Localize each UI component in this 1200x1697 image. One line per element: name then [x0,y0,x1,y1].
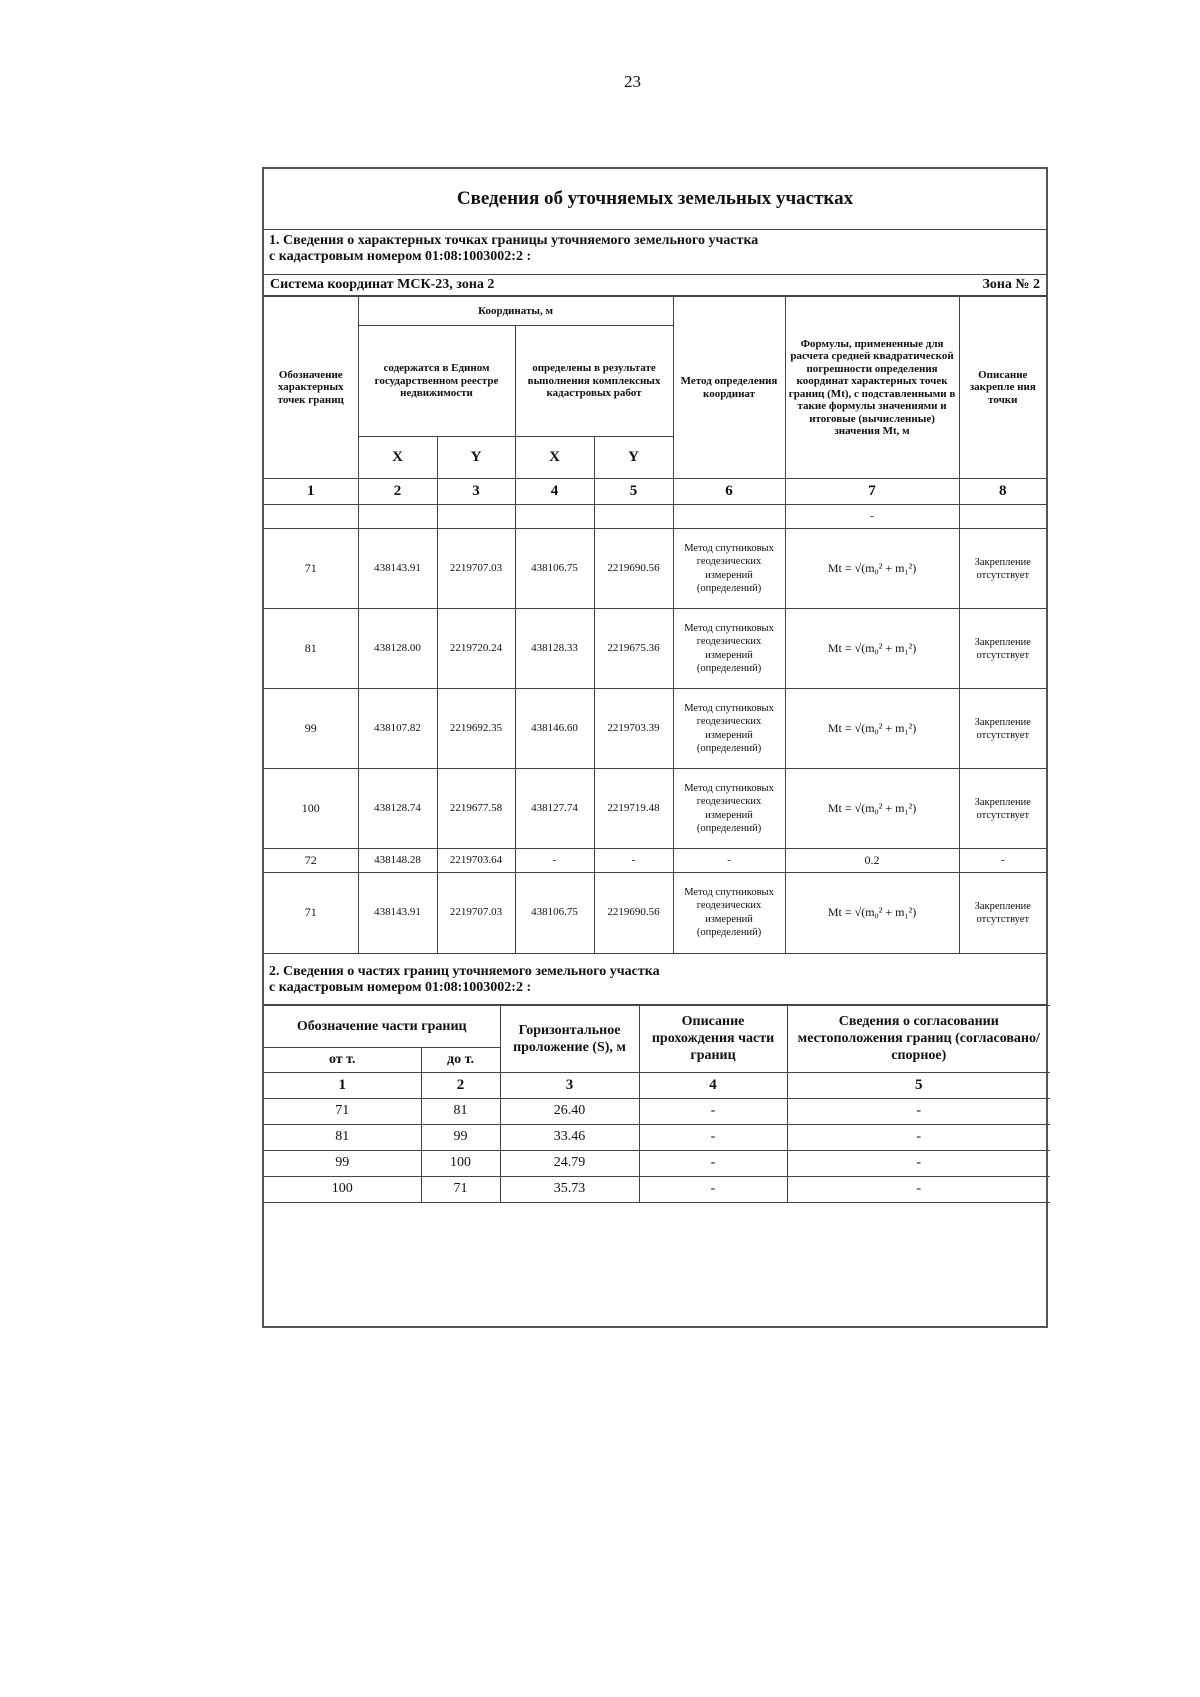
header-egrn-coordinates: содержатся в Едином государственном реестре недвижимости [358,326,515,437]
fixing: Закрепление отсутствует [959,529,1046,609]
boundary-parts-table [264,1005,1050,1203]
x-egrn: 438128.00 [358,609,437,689]
from-point: 81 [264,1124,421,1150]
header-y-egrn: Y [437,437,515,479]
y-works: 2219690.56 [594,529,673,609]
horizontal-length: 35.73 [500,1176,639,1202]
table-row [264,1150,1050,1176]
column-number: 2 [421,1072,500,1098]
from-point: 71 [264,1098,421,1124]
from-point: 99 [264,1150,421,1176]
formula: Mt = √(m₀² + m₁²) [785,609,959,689]
method: - [673,849,785,873]
header-part-description: Описание прохождения части границ [639,1005,787,1072]
header-fixing: Описание закрепле ния точки [959,297,1046,479]
x-egrn: 438143.91 [358,873,437,953]
to-point: 100 [421,1150,500,1176]
part-description: - [639,1098,787,1124]
section1-heading-line1: 1. Сведения о характерных точках границы уточняемого земельного участка [269,233,759,248]
point-id: 81 [264,609,358,689]
header-coordinates: Координаты, м [358,297,673,326]
horizontal-length: 33.46 [500,1124,639,1150]
y-egrn: 2219677.58 [437,769,515,849]
point-id: 71 [264,529,358,609]
x-egrn: 438143.91 [358,529,437,609]
x-works: 438106.75 [515,873,594,953]
table-row [264,1098,1050,1124]
table-row [264,1176,1050,1202]
section2-heading-line1: 2. Сведения о частях границ уточняемого земельного участка [269,963,660,979]
y-egrn: 2219692.35 [437,689,515,769]
section1-heading-line2: с кадастровым номером 01:08:1003002:2 : [269,249,532,264]
header-to-point: до т. [421,1047,500,1072]
to-point: 99 [421,1124,500,1150]
y-egrn: 2219707.03 [437,529,515,609]
section2-heading [264,953,1046,1005]
column-number: 1 [264,1072,421,1098]
column-number: 5 [594,479,673,505]
fixing: - [959,849,1046,873]
x-egrn: 438128.74 [358,769,437,849]
table-row [264,609,1046,689]
point-id: 99 [264,689,358,769]
header-horizontal-length: Горизонтальное проложение (S), м [500,1005,639,1072]
column-number: 3 [500,1072,639,1098]
x-egrn: 438148.28 [358,849,437,873]
column-number: 5 [787,1072,1050,1098]
y-works: 2219703.39 [594,689,673,769]
column-number: 4 [515,479,594,505]
document-frame [262,167,1048,1328]
column-numbers-row [264,1072,1050,1098]
point-id: 72 [264,849,358,873]
column-number: 1 [264,479,358,505]
header-part-designation: Обозначение части границ [264,1005,500,1047]
column-number: 3 [437,479,515,505]
table-row [264,529,1046,609]
fixing: Закрепление отсутствует [959,873,1046,953]
formula: Mt = √(m₀² + m₁²) [785,689,959,769]
table-row [264,873,1046,953]
horizontal-length: 24.79 [500,1150,639,1176]
formula: Mt = √(m₀² + m₁²) [785,769,959,849]
x-works: - [515,849,594,873]
empty-row [264,505,1046,529]
zone-label: Зона № 2 [982,277,1040,292]
y-egrn: 2219720.24 [437,609,515,689]
header-formula: Формулы, примененные для расчета средней квадратической погрешности определения координат характерных точек границ (Mt), с подставленными в такие формулы значениями и итоговые (вычисленные) значения Mt, м [785,297,959,479]
page-number: 23 [624,72,641,91]
empty-row-dash: - [785,505,959,529]
fixing: Закрепление отсутствует [959,609,1046,689]
horizontal-length: 26.40 [500,1098,639,1124]
column-number: 7 [785,479,959,505]
to-point: 71 [421,1176,500,1202]
fixing: Закрепление отсутствует [959,769,1046,849]
agreement: - [787,1150,1050,1176]
formula: 0.2 [785,849,959,873]
header-from-point: от т. [264,1047,421,1072]
header-y-works: Y [594,437,673,479]
table-row [264,769,1046,849]
x-works: 438146.60 [515,689,594,769]
column-number: 2 [358,479,437,505]
header-method: Метод определения координат [673,297,785,479]
to-point: 81 [421,1098,500,1124]
fixing: Закрепление отсутствует [959,689,1046,769]
y-egrn: 2219707.03 [437,873,515,953]
x-egrn: 438107.82 [358,689,437,769]
formula: Mt = √(m₀² + m₁²) [785,529,959,609]
header-works-coordinates: определены в результате выполнения комплексных кадастровых работ [515,326,673,437]
section2-heading-line2: с кадастровым номером 01:08:1003002:2 : [269,979,532,995]
y-works: 2219690.56 [594,873,673,953]
y-works: 2219719.48 [594,769,673,849]
agreement: - [787,1176,1050,1202]
column-number: 4 [639,1072,787,1098]
table-row [264,1124,1050,1150]
y-works: - [594,849,673,873]
x-works: 438106.75 [515,529,594,609]
table-row [264,689,1046,769]
column-numbers-row [264,479,1046,505]
formula: Mt = √(m₀² + m₁²) [785,873,959,953]
column-number: 8 [959,479,1046,505]
point-id: 100 [264,769,358,849]
y-works: 2219675.36 [594,609,673,689]
header-point-designation: Обозначение характерных точек границ [264,297,358,479]
x-works: 438128.33 [515,609,594,689]
part-description: - [639,1150,787,1176]
method: Метод спутниковых геодезических измерений (определений) [673,689,785,769]
header-x-works: X [515,437,594,479]
method: Метод спутниковых геодезических измерений (определений) [673,529,785,609]
column-number: 6 [673,479,785,505]
method: Метод спутниковых геодезических измерений (определений) [673,609,785,689]
point-id: 71 [264,873,358,953]
table-row [264,849,1046,873]
header-agreement: Сведения о согласовании местоположения границ (согласовано/спорное) [787,1005,1050,1072]
agreement: - [787,1098,1050,1124]
y-egrn: 2219703.64 [437,849,515,873]
part-description: - [639,1176,787,1202]
coordinate-system-label: Система координат МСК-23, зона 2 [270,277,495,292]
from-point: 100 [264,1176,421,1202]
document-title: Сведения об уточняемых земельных участках [264,169,1046,230]
coordinate-system-line [264,275,1046,296]
method: Метод спутниковых геодезических измерений (определений) [673,873,785,953]
part-description: - [639,1124,787,1150]
header-x-egrn: X [358,437,437,479]
section1-heading [264,230,1046,275]
method: Метод спутниковых геодезических измерений (определений) [673,769,785,849]
x-works: 438127.74 [515,769,594,849]
points-table [264,296,1046,953]
agreement: - [787,1124,1050,1150]
